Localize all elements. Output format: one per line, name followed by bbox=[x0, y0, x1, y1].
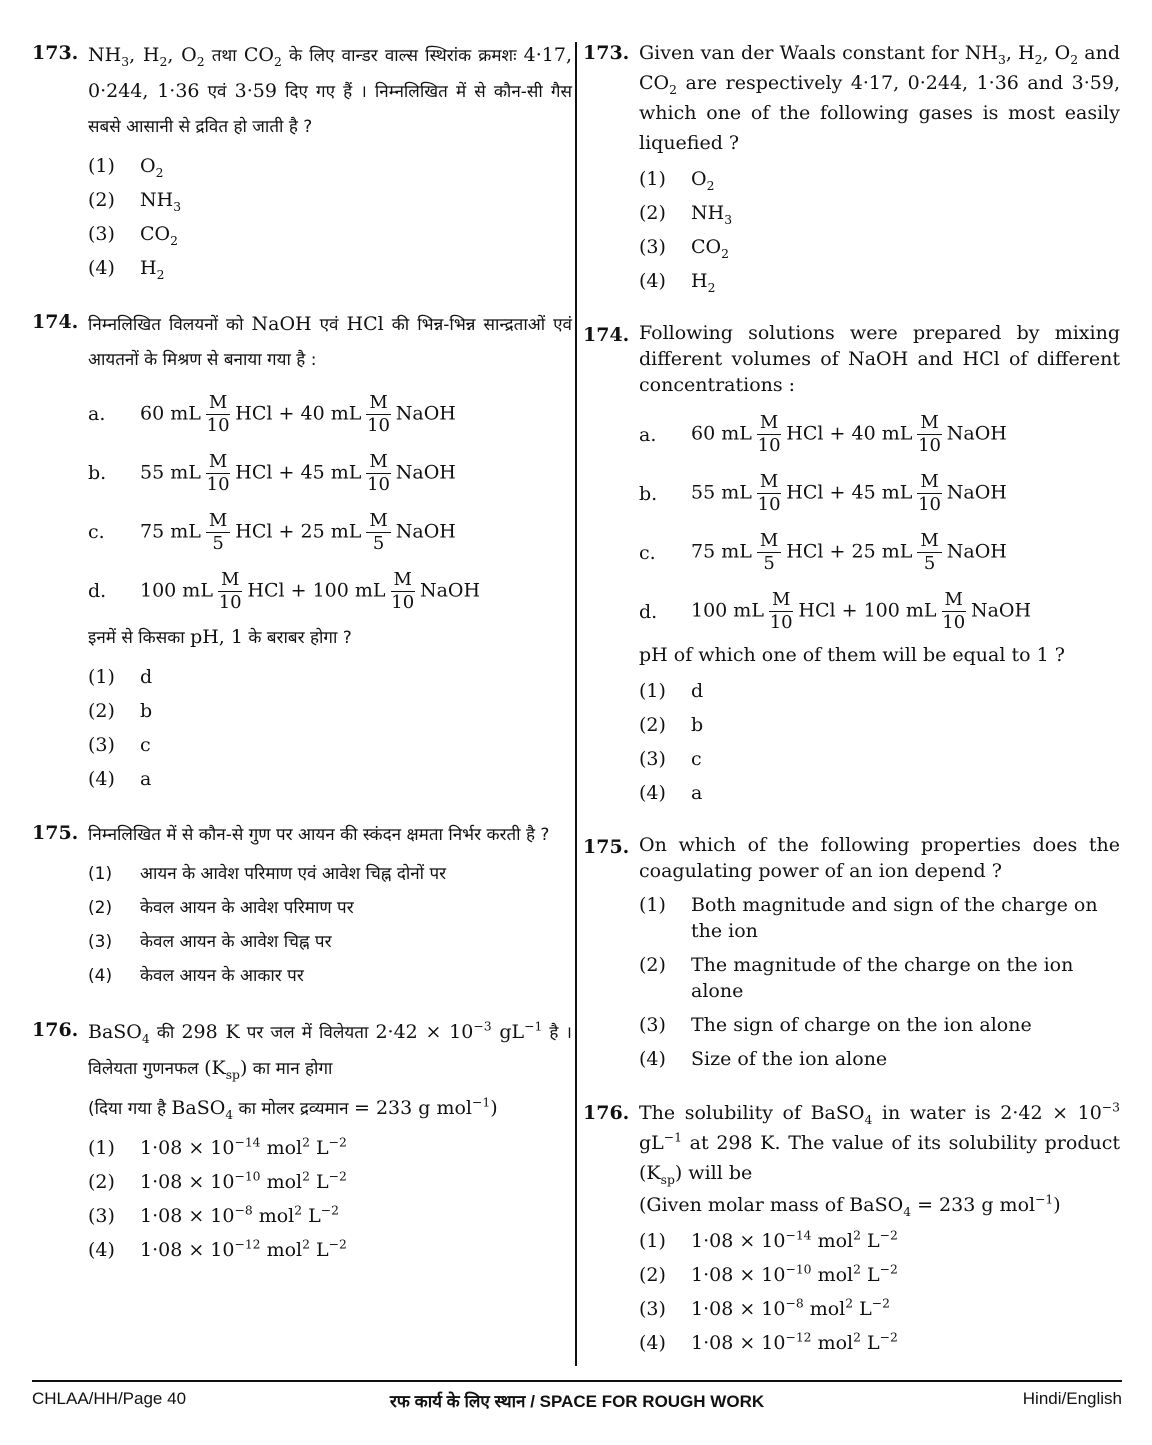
page-footer bbox=[32, 1389, 1122, 1415]
option-label: (1) bbox=[639, 894, 666, 916]
option-label: (3) bbox=[88, 223, 115, 245]
mixture-item bbox=[639, 412, 1120, 457]
acid-base-text: HCl + 25 mL bbox=[235, 520, 362, 543]
option-list bbox=[639, 892, 1120, 1072]
fraction-denominator: 10 bbox=[918, 435, 942, 456]
fraction-numerator: M bbox=[206, 510, 230, 533]
base-name: NaOH bbox=[395, 402, 456, 425]
acid-volume: 60 mL bbox=[140, 402, 201, 425]
mixture-label: b. bbox=[639, 482, 658, 505]
option-text: $NH_3$ bbox=[140, 189, 182, 214]
acid-base-text: HCl + 100 mL bbox=[247, 579, 386, 602]
fraction bbox=[206, 451, 230, 496]
question-ask: इनमें से किसका pH, 1 के बराबर होगा ? bbox=[88, 626, 352, 648]
option-item bbox=[88, 732, 572, 758]
question-stem: Following solutions were prepared by mixing different volumes of NaOH and HCl of different concentrations : bbox=[639, 322, 1120, 396]
option-item bbox=[639, 1330, 1120, 1356]
fraction-denominator: 10 bbox=[367, 415, 391, 436]
fraction bbox=[218, 569, 242, 614]
option-text: $1\cdot 08 \times 10^{-14}$ mol$^2$ $L^{-2}$ bbox=[691, 1228, 898, 1252]
option-label: (1) bbox=[639, 1230, 666, 1252]
fraction bbox=[917, 471, 941, 516]
option-item bbox=[639, 1262, 1120, 1288]
option-label: (2) bbox=[639, 714, 666, 736]
option-text: $1\cdot 08 \times 10^{-12}$ mol$^2$ $L^{-2}$ bbox=[691, 1330, 898, 1354]
option-item bbox=[639, 712, 1120, 738]
option-item bbox=[639, 1228, 1120, 1254]
option-item bbox=[639, 234, 1120, 260]
option-text: d bbox=[691, 680, 704, 702]
fraction bbox=[366, 392, 390, 437]
acid-volume: 55 mL bbox=[691, 481, 752, 504]
mixture-text bbox=[140, 392, 572, 437]
fraction-denominator: 10 bbox=[218, 592, 242, 613]
fraction-numerator: M bbox=[757, 412, 781, 435]
mixture-label: b. bbox=[88, 462, 107, 484]
fraction-numerator: M bbox=[391, 569, 415, 592]
fraction-denominator: 10 bbox=[942, 612, 966, 633]
option-item bbox=[88, 766, 572, 792]
option-label: (1) bbox=[88, 1137, 115, 1159]
option-list bbox=[88, 153, 572, 281]
page-code: CHLAA/HH/Page 40 bbox=[32, 1389, 187, 1408]
mixture-item bbox=[88, 510, 572, 555]
option-item bbox=[639, 746, 1120, 772]
mixture-text bbox=[691, 412, 1120, 457]
acid-volume: 60 mL bbox=[691, 422, 752, 445]
fraction-denominator: 5 bbox=[763, 553, 775, 574]
question-stem: Given van der Waals constant for $NH_3$, $H_2$, $O_2$ and $CO_2$ are respectively 4·17, 0·244, 1·36 and 3·59, which one of the following gases is most easily liquefied ? bbox=[639, 42, 1120, 154]
option-text: b bbox=[691, 714, 704, 736]
fraction-numerator: M bbox=[757, 530, 781, 553]
option-item bbox=[88, 929, 572, 955]
base-name: NaOH bbox=[946, 481, 1007, 504]
option-label: (4) bbox=[88, 257, 115, 279]
fraction-numerator: M bbox=[366, 451, 390, 474]
fraction-denominator: 10 bbox=[757, 435, 781, 456]
option-text: केवल आयन के आकार पर bbox=[140, 966, 304, 986]
option-item bbox=[639, 892, 1120, 944]
option-list bbox=[88, 861, 572, 989]
option-text: a bbox=[691, 782, 703, 804]
option-text: b bbox=[140, 700, 153, 722]
option-item bbox=[639, 166, 1120, 192]
option-text: The magnitude of the charge on the ion alone bbox=[691, 954, 1074, 1002]
fraction-denominator: 5 bbox=[923, 553, 936, 574]
fraction-numerator: M bbox=[757, 471, 781, 494]
fraction-denominator: 10 bbox=[206, 474, 230, 495]
mixture-item bbox=[639, 589, 1120, 634]
option-label: (2) bbox=[88, 700, 115, 722]
english-column bbox=[583, 38, 1120, 1382]
column-divider bbox=[575, 42, 577, 1366]
option-label: (2) bbox=[639, 1264, 666, 1286]
fraction bbox=[206, 392, 230, 437]
fraction-numerator: M bbox=[206, 392, 230, 415]
option-item bbox=[639, 678, 1120, 704]
option-label: (2) bbox=[88, 898, 113, 918]
base-name: NaOH bbox=[946, 540, 1007, 563]
option-item bbox=[88, 187, 572, 213]
question-number: 174. bbox=[583, 324, 630, 346]
option-label: (1) bbox=[639, 168, 666, 190]
mixture-item bbox=[639, 530, 1120, 575]
question-173-hindi bbox=[32, 38, 572, 281]
option-item bbox=[639, 952, 1120, 1004]
mixture-text bbox=[140, 510, 572, 555]
fraction-numerator: M bbox=[218, 569, 242, 592]
fraction-denominator: 10 bbox=[918, 494, 942, 515]
option-label: (3) bbox=[639, 1298, 666, 1320]
acid-base-text: HCl + 45 mL bbox=[786, 481, 913, 504]
fraction bbox=[391, 569, 415, 614]
option-text: a bbox=[140, 768, 152, 790]
option-list bbox=[639, 166, 1120, 294]
option-label: (3) bbox=[639, 1014, 666, 1036]
fraction-numerator: M bbox=[206, 451, 230, 474]
option-label: (3) bbox=[639, 748, 666, 770]
acid-base-text: HCl + 100 mL bbox=[798, 599, 937, 622]
mixture-label: a. bbox=[639, 423, 657, 446]
question-175-english bbox=[583, 832, 1120, 1072]
option-item bbox=[88, 255, 572, 281]
language-label: Hindi/English bbox=[1022, 1389, 1122, 1408]
option-label: (1) bbox=[88, 864, 113, 884]
option-item bbox=[88, 1135, 572, 1161]
option-text: $1\cdot 08 \times 10^{-10}$ mol$^2$ $L^{-2}$ bbox=[140, 1169, 347, 1193]
option-item bbox=[88, 963, 572, 989]
question-stem: BaSO$_4$ की 298 K पर जल में विलेयता $2\cdot 42 \times 10^{-3}$ $gL^{-1}$ है । विलेयता गुणनफल $(K_{sp})$ का मान होगा bbox=[88, 1019, 573, 1082]
option-text: $CO_2$ bbox=[691, 236, 729, 261]
option-label: (3) bbox=[88, 734, 115, 756]
option-label: (1) bbox=[88, 155, 115, 177]
question-stem: निम्नलिखित विलयनों को NaOH एवं HCl की भिन्न-भिन्न सान्द्रताओं एवं आयतनों के मिश्रण से बनाया गया है : bbox=[88, 313, 572, 370]
option-label: (4) bbox=[88, 768, 115, 790]
option-item bbox=[88, 861, 572, 887]
fraction bbox=[917, 412, 941, 457]
base-name: NaOH bbox=[970, 599, 1032, 622]
acid-volume: 75 mL bbox=[691, 540, 752, 563]
option-item bbox=[88, 895, 572, 921]
option-text: $1\cdot 08 \times 10^{-8}$ mol$^2$ $L^{-2}$ bbox=[140, 1203, 339, 1227]
fraction bbox=[757, 471, 781, 516]
fraction-denominator: 10 bbox=[769, 612, 793, 633]
fraction bbox=[769, 589, 793, 634]
base-name: NaOH bbox=[395, 461, 456, 484]
question-174-hindi bbox=[32, 307, 572, 792]
option-item bbox=[88, 153, 572, 179]
option-label: (3) bbox=[88, 1205, 115, 1227]
fraction bbox=[757, 530, 781, 575]
option-text: Both magnitude and sign of the charge on the ion bbox=[691, 894, 1098, 942]
option-text: $NH_3$ bbox=[691, 202, 733, 227]
option-item bbox=[88, 698, 572, 724]
fraction bbox=[366, 510, 390, 555]
mixture-item bbox=[88, 392, 572, 437]
option-item bbox=[88, 1203, 572, 1229]
option-list bbox=[639, 1228, 1120, 1356]
mixture-list bbox=[639, 412, 1120, 634]
given-note: (दिया गया है BaSO$_4$ का मोलर द्रव्यमान = 233 g mol$^{-1}$) bbox=[88, 1095, 498, 1122]
fraction-numerator: M bbox=[917, 412, 941, 435]
acid-volume: 100 mL bbox=[140, 579, 213, 602]
option-list bbox=[88, 664, 572, 792]
acid-volume: 75 mL bbox=[140, 520, 201, 543]
question-175-hindi bbox=[32, 818, 572, 989]
question-174-english bbox=[583, 320, 1120, 806]
mixture-text bbox=[691, 530, 1120, 575]
option-label: (4) bbox=[639, 782, 666, 804]
question-number: 173. bbox=[583, 42, 630, 64]
option-label: (2) bbox=[88, 189, 115, 211]
option-text: $O_2$ bbox=[691, 168, 715, 193]
given-note: (Given molar mass of BaSO$_4$ = 233 g mol$^{-1}$) bbox=[639, 1192, 1061, 1219]
question-number: 175. bbox=[32, 822, 79, 844]
question-176-english bbox=[583, 1098, 1120, 1356]
option-item bbox=[88, 221, 572, 247]
option-text: d bbox=[140, 666, 153, 688]
option-text: केवल आयन के आवेश परिमाण पर bbox=[140, 898, 354, 918]
base-name: NaOH bbox=[946, 422, 1007, 445]
acid-base-text: HCl + 25 mL bbox=[786, 540, 913, 563]
fraction bbox=[942, 589, 966, 634]
option-label: (4) bbox=[639, 1332, 666, 1354]
option-label: (4) bbox=[639, 1048, 666, 1070]
option-text: $H_2$ bbox=[691, 270, 716, 295]
question-173-english bbox=[583, 38, 1120, 294]
base-name: NaOH bbox=[395, 520, 456, 543]
question-stem: On which of the following properties does the coagulating power of an ion depend ? bbox=[639, 834, 1120, 882]
option-item bbox=[639, 1012, 1120, 1038]
option-text: The sign of charge on the ion alone bbox=[691, 1014, 1032, 1036]
mixture-item bbox=[88, 451, 572, 496]
fraction-denominator: 10 bbox=[757, 494, 781, 515]
fraction-numerator: M bbox=[769, 589, 793, 612]
option-item bbox=[88, 664, 572, 690]
option-text: $1\cdot 08 \times 10^{-10}$ mol$^2$ $L^{-2}$ bbox=[691, 1262, 898, 1286]
question-stem: The solubility of BaSO$_4$ in water is $2\cdot 42 \times 10^{-3}$ $gL^{-1}$ at 298 K. The value of its solubility product $(K_{sp})$ will be bbox=[639, 1100, 1120, 1187]
option-item bbox=[639, 1046, 1120, 1072]
mixture-text bbox=[691, 471, 1120, 516]
option-label: (4) bbox=[88, 1239, 115, 1261]
fraction bbox=[917, 530, 941, 575]
mixture-item bbox=[639, 471, 1120, 516]
fraction-numerator: M bbox=[917, 530, 941, 553]
option-text: $CO_2$ bbox=[140, 223, 178, 248]
option-text: $1\cdot 08 \times 10^{-14}$ mol$^2$ $L^{-2}$ bbox=[140, 1135, 347, 1159]
hindi-column bbox=[32, 38, 572, 1289]
question-ask: pH of which one of them will be equal to 1 ? bbox=[639, 644, 1065, 666]
option-item bbox=[88, 1169, 572, 1195]
question-number: 174. bbox=[32, 311, 79, 333]
mixture-label: d. bbox=[88, 580, 107, 602]
option-text: आयन के आवेश परिमाण एवं आवेश चिह्न दोनों पर bbox=[140, 864, 447, 884]
option-text: $H_2$ bbox=[140, 257, 165, 282]
fraction-denominator: 5 bbox=[212, 533, 224, 554]
question-176-hindi bbox=[32, 1015, 572, 1263]
fraction bbox=[206, 510, 230, 555]
mixture-text bbox=[140, 569, 572, 614]
option-label: (2) bbox=[88, 1171, 115, 1193]
option-item bbox=[639, 1296, 1120, 1322]
option-text: c bbox=[691, 748, 702, 770]
option-text: c bbox=[140, 734, 151, 756]
fraction-numerator: M bbox=[366, 392, 390, 415]
mixture-item bbox=[88, 569, 572, 614]
option-text: $1\cdot 08 \times 10^{-8}$ mol$^2$ $L^{-2}$ bbox=[691, 1296, 890, 1320]
option-text: $1\cdot 08 \times 10^{-12}$ mol$^2$ $L^{-2}$ bbox=[140, 1237, 347, 1261]
option-label: (2) bbox=[639, 954, 666, 976]
option-label: (4) bbox=[88, 966, 113, 986]
option-text: $O_2$ bbox=[140, 155, 164, 180]
mixture-text bbox=[140, 451, 572, 496]
acid-volume: 55 mL bbox=[140, 461, 201, 484]
question-number: 175. bbox=[583, 836, 630, 858]
acid-volume: 100 mL bbox=[691, 599, 764, 622]
rough-work-label: रफ कार्य के लिए स्थान / SPACE FOR ROUGH WORK bbox=[389, 1392, 765, 1411]
fraction-denominator: 10 bbox=[391, 592, 415, 613]
mixture-label: a. bbox=[88, 403, 106, 425]
option-text: केवल आयन के आवेश चिह्न पर bbox=[140, 932, 332, 952]
fraction-numerator: M bbox=[917, 471, 941, 494]
option-label: (1) bbox=[88, 666, 115, 688]
fraction-numerator: M bbox=[366, 510, 390, 533]
option-list bbox=[88, 1135, 572, 1263]
option-label: (1) bbox=[639, 680, 666, 702]
base-name: NaOH bbox=[419, 579, 481, 602]
fraction-numerator: M bbox=[942, 589, 966, 612]
acid-base-text: HCl + 40 mL bbox=[235, 402, 362, 425]
fraction-denominator: 10 bbox=[206, 415, 230, 436]
acid-base-text: HCl + 40 mL bbox=[786, 422, 913, 445]
option-item bbox=[639, 200, 1120, 226]
option-item bbox=[88, 1237, 572, 1263]
option-text: Size of the ion alone bbox=[691, 1048, 888, 1070]
fraction bbox=[757, 412, 781, 457]
option-list bbox=[639, 678, 1120, 806]
option-label: (4) bbox=[639, 270, 666, 292]
fraction-denominator: 10 bbox=[367, 474, 391, 495]
mixture-label: d. bbox=[639, 600, 658, 623]
question-stem: निम्नलिखित में से कौन-से गुण पर आयन की स्कंदन क्षमता निर्भर करती है ? bbox=[88, 825, 550, 845]
mixture-text bbox=[691, 589, 1120, 634]
option-label: (3) bbox=[88, 932, 113, 952]
option-label: (3) bbox=[639, 236, 666, 258]
question-stem: $NH_3$, $H_2$, $O_2$ तथा $CO_2$ के लिए वान्डर वाल्स स्थिरांक क्रमशः 4·17, 0·244, 1·36 एवं 3·59 दिए गए हैं । निम्नलिखित में से कौन-सी गैस सबसे आसानी से द्रवित हो जाती है ? bbox=[88, 44, 573, 137]
mixture-list bbox=[88, 392, 572, 614]
acid-base-text: HCl + 45 mL bbox=[235, 461, 362, 484]
option-item bbox=[639, 268, 1120, 294]
option-label: (2) bbox=[639, 202, 666, 224]
option-item bbox=[639, 780, 1120, 806]
mixture-label: c. bbox=[88, 521, 105, 543]
footer-rule bbox=[32, 1380, 1122, 1382]
fraction-denominator: 5 bbox=[372, 533, 385, 554]
question-number: 173. bbox=[32, 42, 79, 64]
question-number: 176. bbox=[583, 1102, 630, 1124]
fraction bbox=[366, 451, 390, 496]
mixture-label: c. bbox=[639, 541, 656, 564]
question-number: 176. bbox=[32, 1019, 79, 1041]
